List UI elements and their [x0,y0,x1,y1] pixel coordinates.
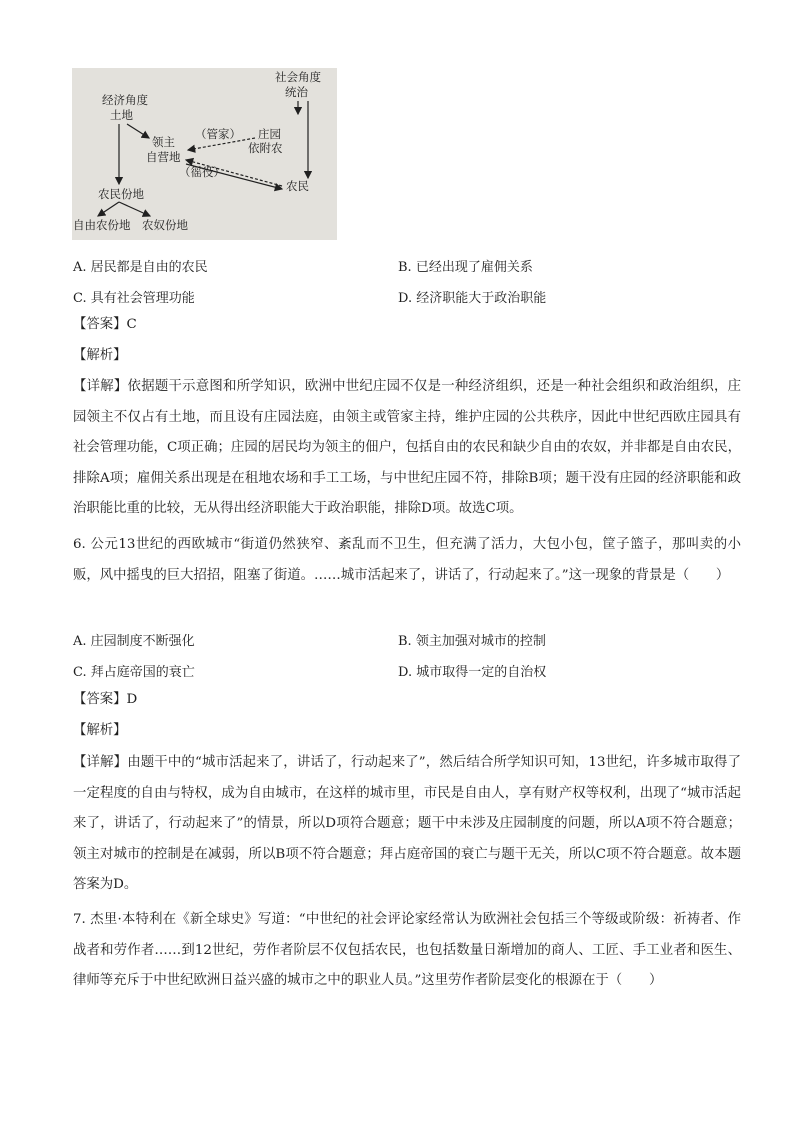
label-serfs: 依附农 [248,141,283,155]
q6-analysis-heading: 【解析】 [73,723,127,738]
q5-answer: 【答案】C [73,317,137,332]
label-free-land: 自由农份地 [73,218,131,232]
q6-option-c: C. 拜占庭帝国的衰亡 [73,665,195,680]
label-peasant-land: 农民份地 [98,187,144,201]
q6-stem: 6. 公元13世纪的西欧城市“街道仍然狭窄、紊乱而不卫生，但充满了活力，大包小包，筐子篮子，那叫卖的小贩，风中摇曳的巨大招招，阻塞了街道。……城市活起来了，讲话了，行动起来了。”这一现象的背景是（ ） [73,537,741,583]
q5-option-c: C. 具有社会管理功能 [73,291,195,306]
manor-diagram [72,68,337,240]
q6-detail: 【详解】由题干中的“城市活起来了，讲话了，行动起来了”，然后结合所学知识可知，13世纪，许多城市取得了一定程度的自由与特权，成为自由城市，在这样的城市里，市民是自由人，享有财产权等权利，出现了“城市活起来了，讲话了，行动起来了”的情景，所以D项符合题意；题干中未涉及庄园制度的问题，所以A项不符合题意；领主对城市的控制是在减弱，所以B项不符合题意；拜占庭帝国的衰亡与题干无关，所以C项不符合题意。故本题答案为D。 [73,755,741,893]
q5-analysis-heading: 【解析】 [73,348,127,363]
q6-answer: 【答案】D [73,692,138,707]
label-peasant: 农民 [286,179,309,193]
label-social: 社会角度 [275,70,321,84]
label-corvee: （徭役） [179,165,225,179]
label-land: 土地 [110,108,133,122]
label-economic: 经济角度 [102,93,148,107]
label-steward: （管家） [195,127,241,141]
q6-option-b: B. 领主加强对城市的控制 [398,634,546,649]
label-manor: 庄园 [258,127,281,141]
label-serf-land: 农奴份地 [142,218,188,232]
q7-stem: 7. 杰里·本特利在《新全球史》写道：“中世纪的社会评论家经常认为欧洲社会包括三个等级或阶级：祈祷者、作战者和劳作者……到12世纪，劳作者阶层不仅包括农民，也包括数量日渐增加的商人、工匠、手工业者和医生、律师等充斥于中世纪欧洲日益兴盛的城市之中的职业人员。”这里劳作者阶层变化的根源在于（ ） [73,912,741,989]
q5-detail: 【详解】依据题干示意图和所学知识，欧洲中世纪庄园不仅是一种经济组织，还是一种社会组织和政治组织，庄园领主不仅占有土地，而且设有庄园法庭，由领主或管家主持，维护庄园的公共秩序，因此中世纪西欧庄园具有社会管理功能，C项正确；庄园的居民均为领主的佃户，包括自由的农民和缺少自由的农奴，并非都是自由农民，排除A项；雇佣关系出现是在租地农场和手工工场，与中世纪庄园不符，排除B项；题干没有庄园的经济职能和政治职能比重的比较，无从得出经济职能大于政治职能，排除D项。故选C项。 [73,379,741,517]
q6-option-d: D. 城市取得一定的自治权 [398,665,547,680]
label-demesne: 自营地 [146,150,181,164]
q5-option-b: B. 已经出现了雇佣关系 [398,260,533,275]
arrow-peasant-land-split-right [119,202,150,216]
arrow-land-to-lord [127,124,149,138]
q5-option-a: A. 居民都是自由的农民 [73,260,208,275]
label-lord: 领主 [152,135,175,149]
q6-option-a: A. 庄园制度不断强化 [73,634,195,649]
label-rule: 统治 [285,85,308,99]
q5-option-d: D. 经济职能大于政治职能 [398,291,547,306]
arrow-peasant-land-split-left [98,202,119,216]
